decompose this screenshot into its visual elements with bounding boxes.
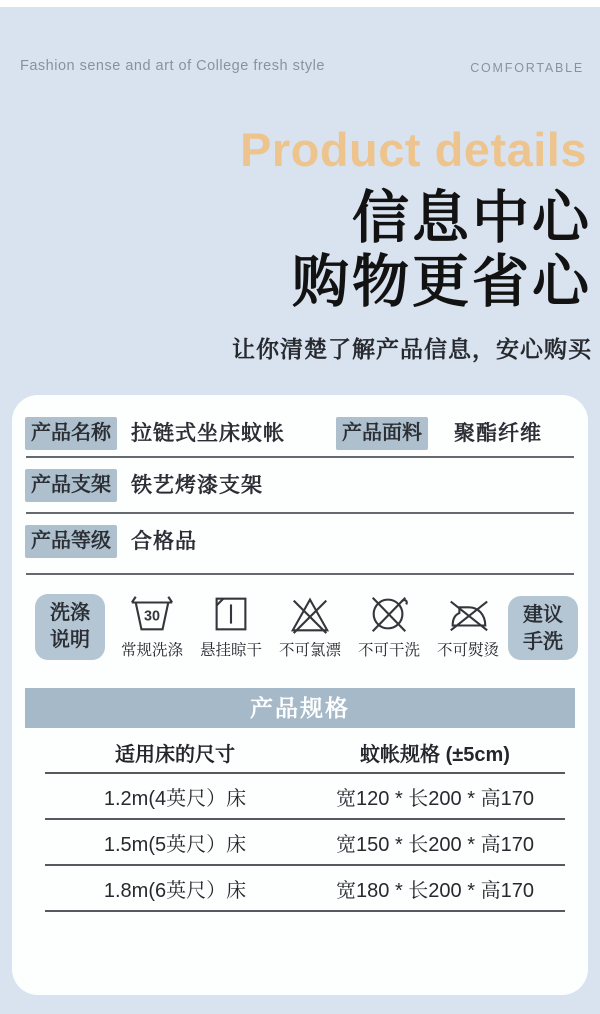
no-bleach-icon [287, 593, 333, 635]
divider-3 [26, 573, 574, 575]
info-row-2 [12, 469, 588, 502]
cn-title [292, 186, 592, 314]
info-row-3 [12, 525, 588, 558]
info-value-grade: 合格品 [131, 530, 197, 553]
cn-title-line2: 购物更省心 [292, 250, 592, 314]
washing-icons-row [115, 593, 505, 665]
cn-title-line1: 信息中心 [352, 186, 592, 250]
hang-dry-icon [208, 593, 254, 635]
divider-2 [26, 512, 574, 514]
washing-badge-line1: 洗涤 [50, 602, 90, 624]
info-value-fabric: 聚酯纤维 [454, 422, 542, 445]
hand-wash-badge [508, 596, 578, 660]
wash-label: 悬挂晾干 [199, 642, 262, 659]
wash-30-icon [129, 593, 175, 635]
spec-size: 宽120 * 长200 * 高170 [336, 787, 534, 810]
specs-section-title: 产品规格 [25, 688, 575, 728]
cn-subtitle: 让你清楚了解产品信息，安心购买 [232, 336, 592, 362]
wash-label: 不可干洗 [357, 642, 420, 659]
hand-wash-badge-line2: 手洗 [523, 631, 563, 653]
spec-row-2 [45, 820, 565, 866]
comfortable-label: COMFORTABLE [470, 61, 584, 75]
spec-bed: 1.2m(4英尺）床 [103, 787, 247, 810]
divider-1 [26, 456, 574, 458]
no-iron-icon [445, 593, 491, 635]
wash-item-no-dryclean [352, 593, 426, 665]
wash-item-normal [115, 593, 189, 665]
wash-item-no-iron [431, 593, 505, 665]
tagline: Fashion sense and art of College fresh style [20, 58, 325, 74]
spec-size: 宽150 * 长200 * 高170 [336, 833, 534, 856]
info-value-frame: 铁艺烤漆支架 [131, 474, 263, 497]
no-dryclean-icon [366, 593, 412, 635]
specs-table [45, 732, 565, 912]
spec-size: 宽180 * 长200 * 高170 [336, 879, 534, 902]
info-label-product-name: 产品名称 [25, 417, 117, 450]
specs-header-row [45, 732, 565, 774]
washing-instructions-badge [35, 594, 105, 660]
wash-label: 不可氯漂 [278, 642, 341, 659]
product-info-card [12, 395, 588, 995]
info-value-product-name: 拉链式坐床蚊帐 [131, 422, 285, 445]
spec-bed: 1.5m(5英尺）床 [103, 833, 247, 856]
washing-badge-line2: 说明 [50, 629, 90, 651]
wash-label: 常规洗涤 [120, 642, 183, 659]
top-white-strip [0, 0, 600, 7]
spec-row-3 [45, 866, 565, 912]
info-label-grade: 产品等级 [25, 525, 117, 558]
info-label-fabric: 产品面料 [336, 417, 428, 450]
wash-label: 不可熨烫 [436, 642, 499, 659]
spec-row-1 [45, 774, 565, 820]
info-label-frame: 产品支架 [25, 469, 117, 502]
wash-item-hang-dry [194, 593, 268, 665]
spec-bed: 1.8m(6英尺）床 [103, 879, 247, 902]
specs-col-bed-size: 适用床的尺寸 [115, 743, 235, 766]
product-details-title: Product details [239, 123, 587, 176]
info-row-1 [12, 417, 588, 450]
wash-item-no-bleach [273, 593, 347, 665]
wash-temp-number: 30 [144, 608, 160, 625]
specs-col-net-size: 蚊帐规格 (±5cm) [360, 743, 510, 766]
hand-wash-badge-line1: 建议 [523, 604, 563, 626]
